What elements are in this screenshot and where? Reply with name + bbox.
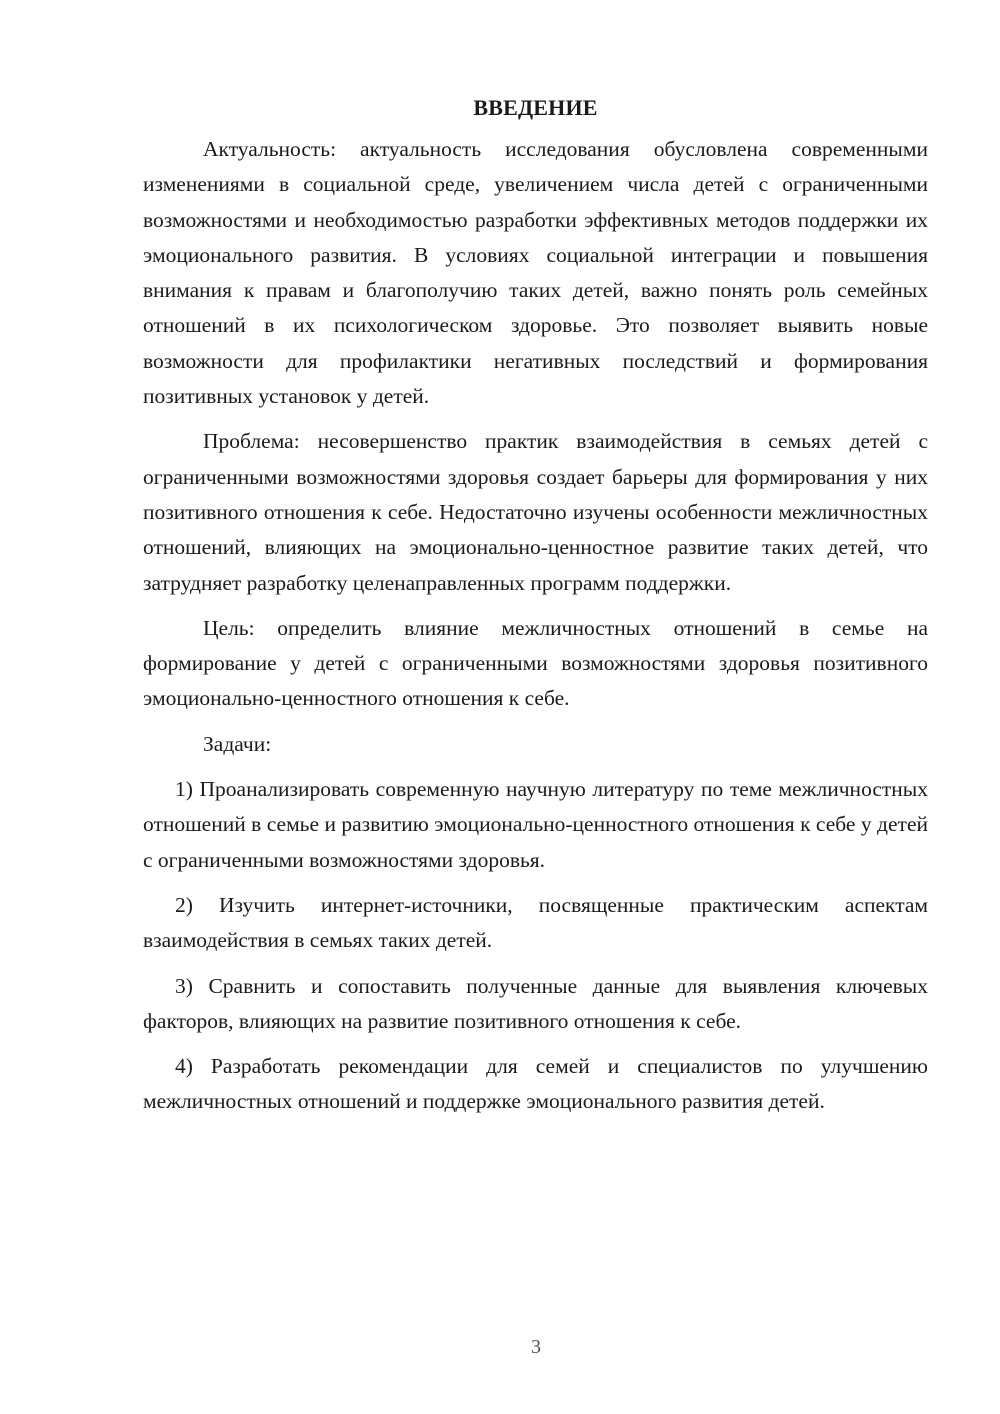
document-page bbox=[143, 90, 928, 1130]
task-item-1: 1) Проанализировать современную научную литературу по теме межличностных отношений в семье и развитию эмоционально-ценностного отношения к себе у детей с ограниченными возможностями здоровья. bbox=[143, 777, 928, 872]
paragraph-relevance: Актуальность: актуальность исследования обусловлена современными изменениями в социальной среде, увеличением числа детей с ограниченными возможностями и необходимостью разработки эффективных методов поддержки их эмоционального развития. В условиях социальной интеграции и повышения внимания к правам и благополучию таких детей, важно понять роль семейных отношений в их психологическом здоровье. Это позволяет выявить новые возможности для профилактики негативных последствий и формирования позитивных установок у детей. bbox=[143, 137, 928, 409]
paragraph-goal: Цель: определить влияние межличностных отношений в семье на формирование у детей с ограниченными возможностями здоровья позитивного эмоционально-ценностного отношения к себе. bbox=[143, 615, 928, 711]
task-item-2: 2) Изучить интернет-источники, посвященные практическим аспектам взаимодействия в семьях таких детей. bbox=[143, 892, 928, 953]
task-item-3: 3) Сравнить и сопоставить полученные данные для выявления ключевых факторов, влияющих на развитие позитивного отношения к себе. bbox=[143, 973, 928, 1033]
paragraph-problem: Проблема: несовершенство практик взаимодействия в семьях детей с ограниченными возможностями здоровья создает барьеры для формирования у них позитивного отношения к себе. Недостаточно изучены особенности межличностных отношений, влияющих на эмоционально-ценностное развитие таких детей, что затрудняет разработку целенаправленных программ поддержки. bbox=[143, 429, 928, 595]
section-heading: ВВЕДЕНИЕ bbox=[473, 95, 598, 120]
task-item-4: 4) Разработать рекомендации для семей и специалистов по улучшению межличностных отношений и поддержке эмоционального развития детей. bbox=[143, 1054, 928, 1114]
tasks-label: Задачи: bbox=[203, 731, 272, 756]
page-number: 3 bbox=[531, 1336, 541, 1358]
